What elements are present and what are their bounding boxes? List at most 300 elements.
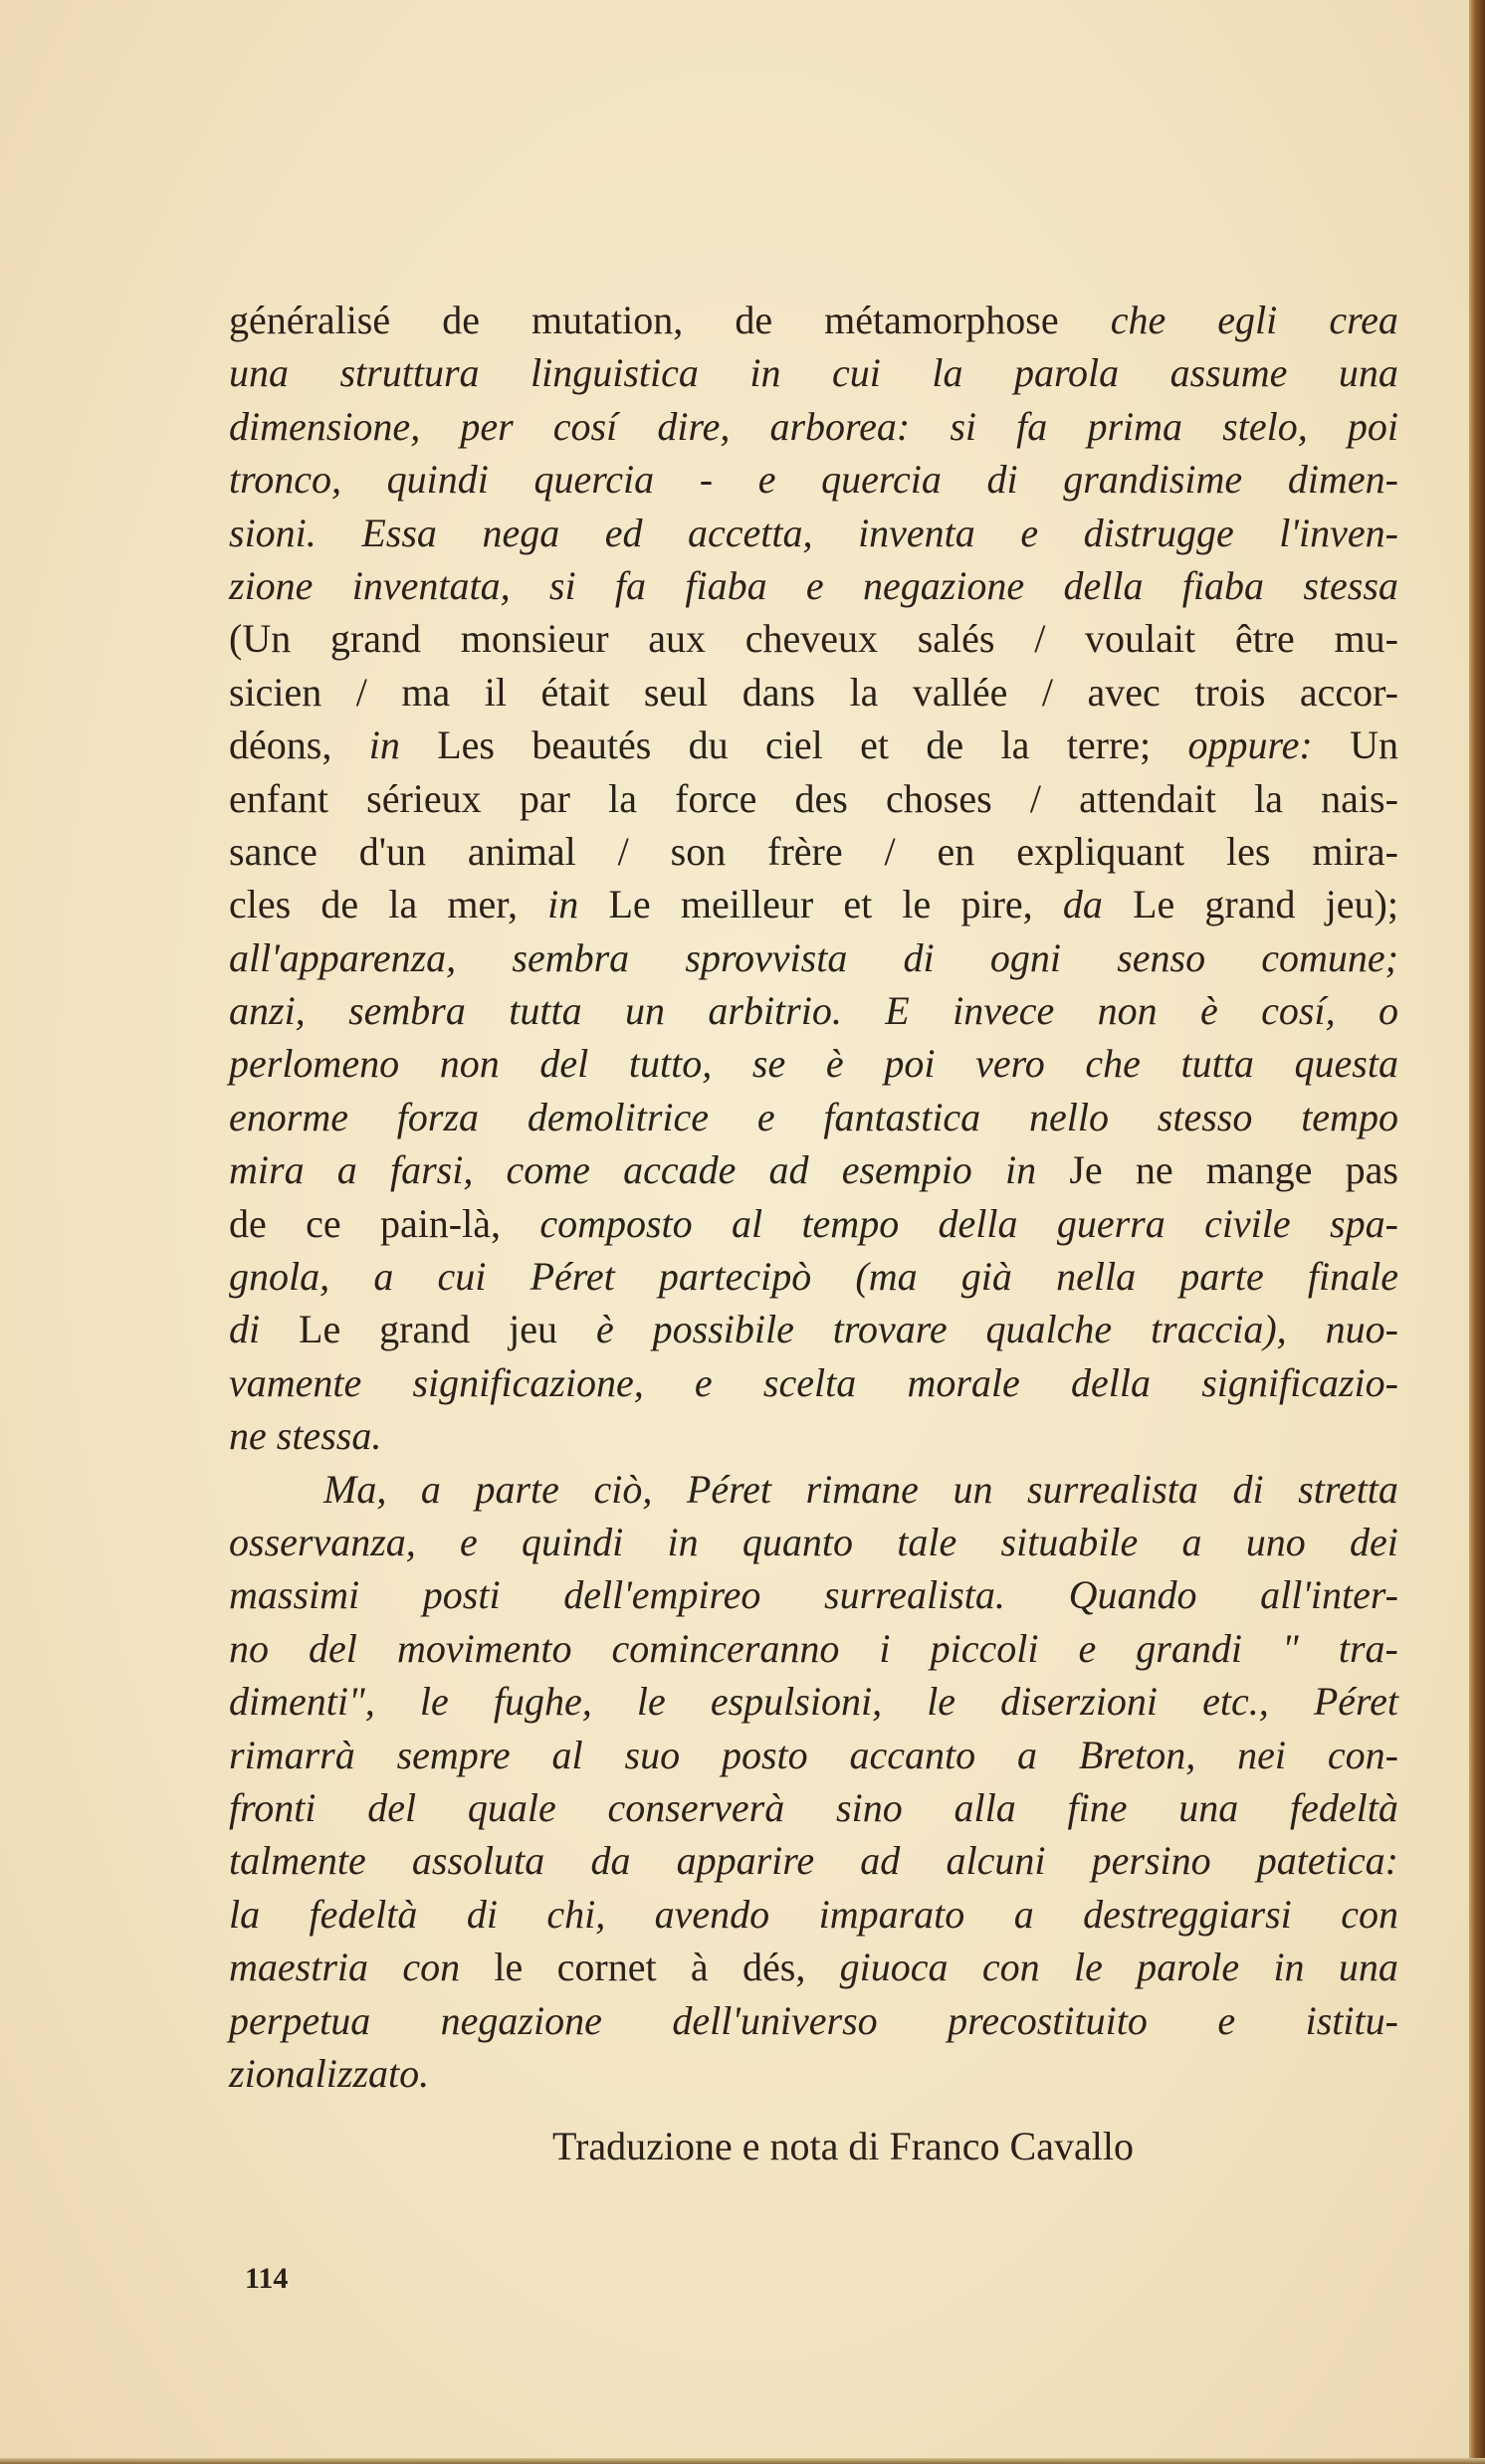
word: a: [373, 1254, 394, 1300]
word: distrugge: [1083, 510, 1234, 555]
word: nello: [1029, 1094, 1109, 1139]
word: sance: [229, 828, 318, 874]
text-line: [229, 1409, 1398, 1462]
word: significazio-: [1201, 1359, 1398, 1405]
word: come: [506, 1147, 590, 1193]
word: del: [539, 1041, 589, 1087]
word: assoluta: [411, 1838, 545, 1884]
word: esempio: [841, 1147, 972, 1193]
word: partecipò: [658, 1254, 812, 1300]
word: de: [926, 722, 964, 768]
word: al: [551, 1732, 583, 1777]
word: Péret: [686, 1466, 772, 1512]
word: istitu-: [1305, 1997, 1398, 2043]
text-line: [229, 507, 1398, 559]
word: patetica:: [1256, 1838, 1398, 1884]
word: mer,: [447, 882, 518, 927]
text-line: [229, 1729, 1398, 1781]
word: mu-: [1334, 616, 1398, 662]
word: piccoli: [930, 1625, 1039, 1671]
word: des: [794, 775, 848, 821]
text-line: [229, 719, 1398, 771]
word: tronco,: [229, 457, 341, 503]
word: grand: [1204, 882, 1296, 927]
word: ": [1282, 1625, 1299, 1671]
word: in: [368, 722, 400, 768]
word: tale: [897, 1519, 957, 1564]
word: cominceranno: [611, 1625, 840, 1671]
word: nais-: [1321, 775, 1398, 821]
word: prima: [1087, 403, 1183, 449]
word: etc.,: [1202, 1679, 1269, 1725]
text-line: [229, 1516, 1398, 1568]
word: terre;: [1066, 722, 1152, 768]
word: si: [950, 403, 977, 449]
word: osservanza,: [229, 1519, 416, 1564]
word: ad: [768, 1147, 809, 1193]
word: dire,: [657, 403, 731, 449]
word: fine: [1067, 1784, 1128, 1830]
word: perlomeno: [229, 1041, 400, 1087]
word: le: [494, 1945, 524, 1990]
word: le: [636, 1679, 666, 1725]
word: Quando: [1068, 1572, 1197, 1618]
word: stelo,: [1222, 403, 1308, 449]
word: parte: [475, 1466, 559, 1512]
word: d'un: [358, 828, 426, 874]
word: a: [1181, 1519, 1202, 1564]
word: o: [1378, 988, 1398, 1034]
text-line: [229, 1675, 1398, 1728]
text-line: [229, 294, 1398, 346]
word: dell'empireo: [563, 1572, 761, 1618]
word: ne: [1135, 1147, 1173, 1193]
word: egli: [1217, 298, 1278, 342]
word: à: [690, 1945, 709, 1990]
word: frère: [767, 828, 843, 874]
word: jeu);: [1325, 882, 1398, 927]
word: a: [1013, 1891, 1034, 1937]
word: la: [229, 1891, 261, 1937]
word: Péret: [1313, 1679, 1398, 1725]
word: posti: [422, 1572, 501, 1618]
word: massimi: [229, 1572, 360, 1618]
word: cui: [832, 350, 881, 396]
word: diserzioni: [1000, 1679, 1158, 1725]
word: non: [439, 1041, 500, 1087]
word: che: [1110, 298, 1167, 342]
word: de: [735, 298, 773, 342]
word: a: [1017, 1732, 1038, 1777]
word: surrealista: [1027, 1466, 1198, 1512]
word: no: [229, 1625, 269, 1671]
text-line: [229, 1197, 1398, 1250]
word: généralisé: [229, 298, 391, 342]
word: ad: [860, 1838, 901, 1884]
word: dimensione,: [229, 403, 421, 449]
word: accetta,: [688, 510, 813, 555]
word: la: [608, 775, 637, 821]
word: a: [420, 1466, 441, 1512]
word: quercia: [533, 457, 655, 503]
word: et: [860, 722, 890, 768]
text-line: [229, 453, 1398, 506]
text-line: [229, 1250, 1398, 1303]
word: enorme: [229, 1094, 348, 1139]
word: parte: [1179, 1254, 1264, 1300]
word: ogni: [989, 934, 1061, 980]
word: son: [670, 828, 727, 874]
text-line: [229, 1356, 1398, 1409]
word: surrealista.: [824, 1572, 1005, 1618]
word: della: [1070, 1359, 1151, 1405]
word: perpetua: [229, 1997, 371, 2043]
word: a: [336, 1147, 357, 1193]
word: sérieux: [366, 775, 482, 821]
word: di: [229, 1307, 261, 1352]
word: meilleur: [680, 882, 814, 927]
word: sicien: [229, 669, 322, 715]
word: /: [1034, 616, 1046, 662]
word: negazione: [440, 1997, 602, 2043]
word: cles: [229, 882, 292, 927]
word: senso: [1117, 934, 1206, 980]
word: all'apparenza,: [229, 934, 457, 980]
word: cui: [437, 1254, 487, 1300]
word: maestria: [229, 1945, 368, 1990]
word: avendo: [654, 1891, 770, 1937]
word: fedeltà: [309, 1891, 418, 1937]
word: quindi: [522, 1519, 624, 1564]
word: parola: [1013, 350, 1120, 396]
text-line: [229, 1037, 1398, 1090]
word: sino: [836, 1784, 903, 1830]
word: anzi,: [229, 988, 306, 1034]
word: che: [1085, 1041, 1141, 1087]
word: accanto: [849, 1732, 976, 1777]
word: in: [749, 350, 781, 396]
word: Le: [1133, 882, 1175, 927]
word: rimarrà: [229, 1732, 355, 1777]
word: /: [1029, 775, 1041, 821]
word: cosí: [552, 403, 618, 449]
word: zionalizzato.: [229, 2050, 430, 2096]
word: le: [419, 1679, 449, 1725]
text-line: [229, 346, 1398, 399]
word: mira-: [1312, 828, 1398, 874]
word: conserverà: [607, 1784, 785, 1830]
word: la: [388, 882, 418, 927]
word: inventa: [858, 510, 975, 555]
text-line: [229, 1834, 1398, 1887]
word: guerra: [1056, 1200, 1166, 1246]
word: uno: [1245, 1519, 1306, 1564]
word: morale: [907, 1359, 1020, 1405]
word: e: [1020, 510, 1039, 555]
word: civile: [1204, 1200, 1291, 1246]
text-line: [229, 612, 1398, 665]
word: était: [540, 669, 610, 715]
word: de: [320, 882, 359, 927]
word: Péret: [530, 1254, 615, 1300]
word: con: [402, 1945, 461, 1990]
word: fronti: [229, 1784, 317, 1830]
word: nega: [482, 510, 560, 555]
word: être: [1234, 616, 1295, 662]
word: una: [229, 350, 289, 396]
word: scelta: [762, 1359, 857, 1405]
word: par: [519, 775, 570, 821]
text-line: [229, 1463, 1398, 1516]
word: trovare: [832, 1307, 948, 1352]
word: en: [937, 828, 975, 874]
word: da: [1062, 882, 1103, 927]
word: la: [932, 350, 963, 396]
word: inventata,: [351, 562, 511, 608]
word: dei: [1350, 1519, 1398, 1564]
word: in: [1005, 1147, 1037, 1193]
word: dés,: [742, 1945, 806, 1990]
word: aux: [648, 616, 707, 662]
word: quercia: [821, 457, 942, 503]
word: rimane: [805, 1466, 919, 1512]
word: Je: [1069, 1147, 1103, 1193]
word: cheveux: [744, 616, 879, 662]
word: Breton,: [1078, 1732, 1196, 1777]
word: il: [484, 669, 507, 715]
word: attendait: [1079, 775, 1216, 821]
word: un: [953, 1466, 993, 1512]
word: les: [1225, 828, 1271, 874]
word: (ma: [855, 1254, 918, 1300]
body-text: [229, 294, 1398, 2100]
word: fantastica: [823, 1094, 981, 1139]
text-line: [229, 931, 1398, 984]
word: imparato: [818, 1891, 965, 1937]
text-line: [229, 2047, 1398, 2100]
word: destreggiarsi: [1083, 1891, 1292, 1937]
word: finale: [1307, 1254, 1398, 1300]
word: di: [903, 934, 935, 980]
text-line: [229, 825, 1398, 878]
word: jeu: [509, 1307, 558, 1352]
word: poi: [1347, 403, 1398, 449]
word: sprovvista: [685, 934, 848, 980]
word: avec: [1087, 669, 1161, 715]
word: fedeltà: [1290, 1784, 1398, 1830]
word: métamorphose: [824, 298, 1059, 342]
word: parole: [1137, 1945, 1240, 1990]
word: di: [986, 457, 1018, 503]
word: alcuni: [946, 1838, 1046, 1884]
word: salés: [917, 616, 995, 662]
word: invece: [953, 988, 1055, 1034]
word: possibile: [652, 1307, 794, 1352]
word: e: [460, 1519, 478, 1564]
word: le: [927, 1679, 956, 1725]
word: ne stessa.: [229, 1413, 382, 1459]
word: è: [825, 1041, 844, 1087]
word: monsieur: [460, 616, 609, 662]
word: expliquant: [1016, 828, 1185, 874]
word: stretta: [1298, 1466, 1398, 1512]
word: un: [624, 988, 665, 1034]
word: ciò,: [593, 1466, 653, 1512]
word: le: [1073, 1945, 1103, 1990]
word: del: [309, 1625, 357, 1671]
word: con: [1341, 1891, 1398, 1937]
word: negazione: [862, 562, 1025, 608]
word: pain-là,: [379, 1200, 501, 1246]
word: arborea:: [769, 403, 911, 449]
word: enfant: [229, 775, 328, 821]
word: accor-: [1299, 669, 1398, 715]
word: Le: [608, 882, 651, 927]
word: tempo: [801, 1200, 900, 1246]
word: /: [355, 669, 367, 715]
word: poi: [884, 1041, 936, 1087]
word: tra-: [1338, 1625, 1398, 1671]
word: fughe,: [493, 1679, 592, 1725]
word: da: [590, 1838, 631, 1884]
word: vamente: [229, 1359, 362, 1405]
word: in: [667, 1519, 699, 1564]
word: spa-: [1330, 1200, 1398, 1246]
word: grand: [329, 616, 421, 662]
text-line: [229, 400, 1398, 453]
word: forza: [396, 1094, 480, 1139]
word: choses: [886, 775, 992, 821]
word: mange: [1205, 1147, 1313, 1193]
word: de: [442, 298, 480, 342]
word: e: [1078, 1625, 1097, 1671]
word: du: [688, 722, 729, 768]
word: /: [617, 828, 629, 874]
word: dans: [742, 669, 816, 715]
word: già: [960, 1254, 1012, 1300]
word: accade: [623, 1147, 737, 1193]
word: questa: [1294, 1041, 1398, 1087]
word: e: [1217, 1997, 1236, 2043]
word: del: [367, 1784, 417, 1830]
word: ma: [401, 669, 451, 715]
word: -: [699, 457, 714, 503]
word: al: [731, 1200, 763, 1246]
word: una: [1338, 1945, 1398, 1990]
word: cosí,: [1261, 988, 1336, 1034]
word: sembra: [512, 934, 630, 980]
word: beautés: [531, 722, 652, 768]
word: di: [466, 1891, 498, 1937]
word: movimento: [396, 1625, 572, 1671]
word: E: [885, 988, 910, 1034]
word: e: [757, 457, 776, 503]
word: grandisime: [1063, 457, 1243, 503]
word: cornet: [556, 1945, 657, 1990]
word: talmente: [229, 1838, 366, 1884]
word: traccia),: [1151, 1307, 1287, 1352]
word: la: [849, 669, 879, 715]
word: pas: [1345, 1147, 1398, 1193]
word: situabile: [1000, 1519, 1139, 1564]
word: fiaba: [685, 562, 767, 608]
word: stessa: [1303, 562, 1398, 608]
word: grand: [379, 1307, 471, 1352]
word: tempo: [1301, 1094, 1398, 1139]
word: Le: [299, 1307, 341, 1352]
word: trois: [1194, 669, 1266, 715]
word: nella: [1056, 1254, 1137, 1300]
word: animal: [467, 828, 576, 874]
word: oppure:: [1187, 722, 1313, 768]
text-line: [229, 1622, 1398, 1675]
word: della: [1063, 562, 1144, 608]
text-line: [229, 666, 1398, 719]
text-line: [229, 772, 1398, 825]
text-line: [229, 559, 1398, 612]
word: de: [229, 1200, 267, 1246]
word: mutation,: [531, 298, 684, 342]
word: alla: [954, 1784, 1016, 1830]
word: nei: [1237, 1732, 1287, 1777]
word: pire,: [960, 882, 1033, 927]
word: et: [843, 882, 873, 927]
word: grandi: [1136, 1625, 1242, 1671]
word: demolitrice: [527, 1094, 710, 1139]
text-line: [229, 1888, 1398, 1941]
word: in: [1273, 1945, 1305, 1990]
word: l'inven-: [1279, 510, 1398, 555]
word: se: [751, 1041, 786, 1087]
word: force: [675, 775, 757, 821]
word: di: [1232, 1466, 1264, 1512]
text-line: [229, 1941, 1398, 1993]
word: crea: [1329, 298, 1398, 342]
word: e: [805, 562, 824, 608]
word: gnola,: [229, 1254, 330, 1300]
word: all'inter-: [1260, 1572, 1398, 1618]
word: qualche: [985, 1307, 1113, 1352]
word: e: [756, 1094, 775, 1139]
word: farsi,: [389, 1147, 474, 1193]
word: suo: [624, 1732, 681, 1777]
word: nuo-: [1325, 1307, 1398, 1352]
page-edge-right: [1469, 0, 1485, 2464]
word: ed: [604, 510, 643, 555]
word: mira: [229, 1147, 305, 1193]
word: comune;: [1261, 934, 1398, 980]
word: struttura: [339, 350, 480, 396]
word: dell'universo: [672, 1997, 878, 2043]
word: una: [1338, 350, 1398, 396]
word: della: [938, 1200, 1018, 1246]
word: la: [1254, 775, 1283, 821]
word: Les: [437, 722, 495, 768]
word: ce: [306, 1200, 341, 1246]
text-line: [229, 1091, 1398, 1143]
word: tutta: [509, 988, 582, 1034]
word: una: [1178, 1784, 1239, 1830]
word: zione: [229, 562, 314, 608]
word: espulsioni,: [710, 1679, 883, 1725]
word: tutta: [1180, 1041, 1254, 1087]
text-line: [229, 1994, 1398, 2047]
word: precostituito: [948, 1997, 1148, 2043]
word: /: [884, 828, 896, 874]
word: fiaba: [1181, 562, 1265, 608]
text-line: [229, 984, 1398, 1037]
word: chi,: [546, 1891, 606, 1937]
